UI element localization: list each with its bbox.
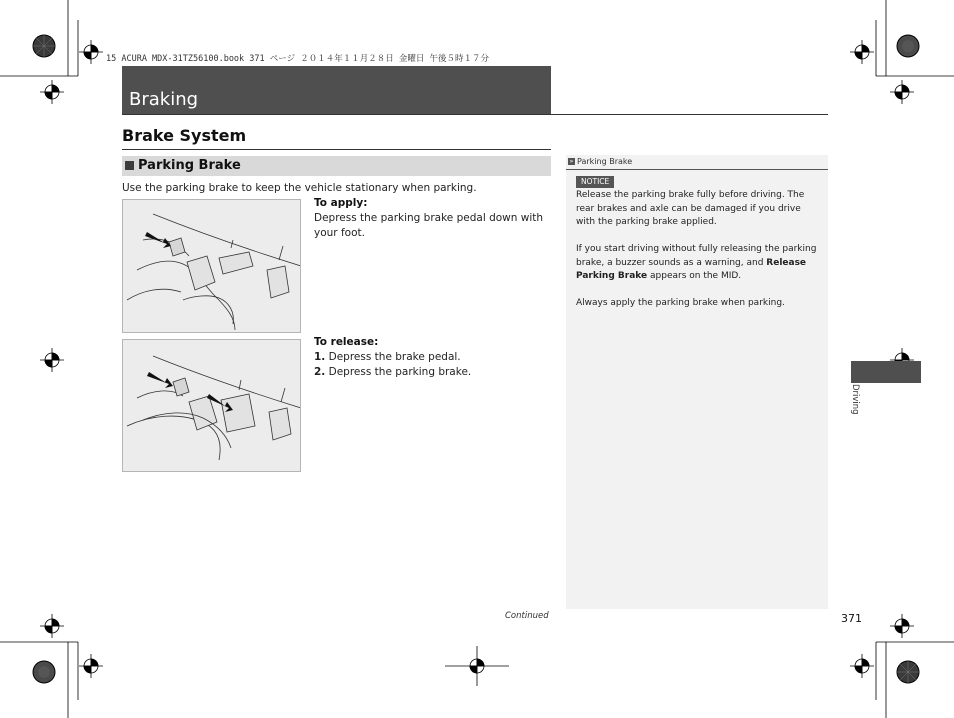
- sidebar-reference[interactable]: [568, 157, 632, 167]
- continued-label: Continued: [505, 611, 549, 621]
- chapter-tab[interactable]: [851, 361, 921, 383]
- list-item: 2. Depress the parking brake.: [314, 366, 472, 378]
- arrow-icon: [145, 232, 171, 248]
- print-header: 15 ACURA MDX-31TZ56100.book 371 ページ ２０１４年１１月２８日 金曜日 午後５時１７分: [106, 54, 489, 64]
- arrow-icon: [147, 372, 173, 388]
- release-heading: To release:: [314, 336, 379, 348]
- apply-heading: To apply:: [314, 197, 368, 209]
- square-bullet-icon: [125, 161, 134, 170]
- sidebar-paragraph: Always apply the parking brake when parking.: [576, 298, 785, 308]
- subsection-title: Parking Brake: [138, 158, 241, 173]
- sidebar-reference-label: Parking Brake: [577, 157, 633, 166]
- parking-brake-apply-drawing: [123, 200, 301, 333]
- notice-badge: NOTICE: [576, 176, 614, 188]
- chapter-tab-label: Driving: [850, 384, 860, 415]
- section-title: Brake System: [122, 126, 247, 145]
- chapter-rule: [122, 114, 828, 115]
- intro-text: Use the parking brake to keep the vehicle stationary when parking.: [122, 182, 477, 194]
- sidebar-paragraph: If you start driving without fully releasing the parking brake, a buzzer sounds as a warning, and Release Parking Brake appears on the MID.: [576, 244, 817, 281]
- page-number: 371: [841, 612, 862, 625]
- list-item: 1. Depress the brake pedal.: [314, 351, 461, 363]
- chapter-title: Braking: [129, 89, 199, 110]
- sidebar-paragraph: Release the parking brake fully before driving. The rear brakes and axle can be damaged if you drive with the parking brake applied.: [576, 190, 805, 227]
- release-illustration: [122, 339, 301, 472]
- apply-illustration: [122, 199, 301, 333]
- apply-text: Depress the parking brake pedal down with your foot.: [314, 212, 544, 239]
- parking-brake-release-drawing: [123, 340, 301, 472]
- section-rule: [122, 149, 551, 150]
- release-steps: [314, 350, 471, 380]
- double-chevron-right-icon: »: [569, 158, 574, 165]
